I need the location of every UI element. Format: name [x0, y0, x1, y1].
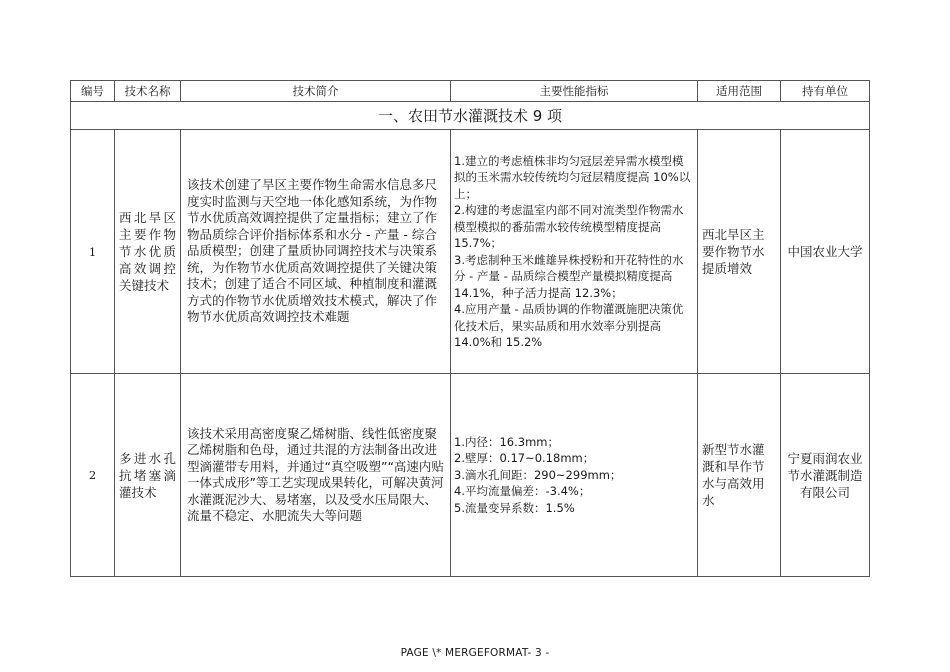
indicator-item: 4.平均流量偏差：-3.4%； — [454, 484, 591, 499]
header-tech-intro: 技术简介 — [181, 81, 451, 102]
technology-table — [70, 80, 870, 577]
section-row — [71, 102, 870, 130]
application-scope: 西北旱区主要作物节水提质增效 — [698, 130, 781, 374]
tech-intro: 该技术采用高密度聚乙烯树脂、线性低密度聚乙烯树脂和色母，通过共混的方法制备出改进型滴灌带专用料，并通过“真空吸塑”“高速内贴一体式成形”等工艺实现成果转化，可解决黄河水灌溉泥沙大、易堵塞，以及受水压局限大、流量不稳定、水肥流失大等问题 — [181, 374, 451, 577]
header-scope: 适用范围 — [698, 81, 781, 102]
indicator-item: 3.考虑制种玉米雌雄异株授粉和开花特性的水分 - 产量 - 品质综合模型产量模拟精度提高 14.1%，种子活力提高 12.3%； — [454, 252, 684, 300]
tech-name: 西北旱区主要作物节水优质高效调控关键技术 — [115, 130, 181, 374]
tech-intro: 该技术创建了旱区主要作物生命需水信息多尺度实时监测与天空地一体化感知系统，为作物节水优质高效调控提供了定量指标；建立了作物品质综合评价指标体系和水分 - 产量 - 综合品质模型；创建了量质协同调控技术与决策系统，为作物节水优质高效调控提供了关键决策技术；创建了适合不同区域、种植制度和灌溉方式的作物节水优质增效技术模式，解决了作物节水优质高效调控技术难题 — [181, 130, 451, 374]
indicator-item: 5.流量变异系数：1.5% — [454, 500, 575, 515]
indicator-item: 2.构建的考虑温室内部不同对流类型作物需水模型模拟的番茄需水较传统模型精度提高 15.7%； — [454, 203, 684, 250]
holder-unit: 宁夏雨润农业节水灌溉制造有限公司 — [781, 374, 870, 577]
indicator-item: 4.应用产量 - 品质协调的作物灌溉施肥决策优化技术后，果实品质和用水效率分别提高 14.0%和 15.2% — [454, 302, 684, 349]
tech-name: 多进水孔抗堵塞滴灌技术 — [115, 374, 181, 577]
header-row — [71, 81, 870, 102]
header-number: 编号 — [71, 81, 115, 102]
page-footer: PAGE \* MERGEFORMAT- 3 - — [400, 647, 550, 659]
performance-indicators — [451, 130, 698, 374]
table-row — [71, 130, 870, 374]
section-title: 一、农田节水灌溉技术 9 项 — [71, 102, 870, 130]
indicator-item: 2.壁厚：0.17~0.18mm； — [454, 451, 595, 466]
indicator-item: 3.滴水孔间距：290~299mm； — [454, 467, 622, 482]
performance-indicators — [451, 374, 698, 577]
row-number: 2 — [71, 374, 115, 577]
indicator-item: 1.内径：16.3mm； — [454, 434, 559, 449]
header-holder: 持有单位 — [781, 81, 870, 102]
row-number: 1 — [71, 130, 115, 374]
table-row — [71, 374, 870, 577]
header-indicators: 主要性能指标 — [451, 81, 698, 102]
header-tech-name: 技术名称 — [115, 81, 181, 102]
indicator-item: 1.建立的考虑植株非均匀冠层差异需水模型模拟的玉米需水较传统均匀冠层精度提高 10%以上； — [454, 153, 691, 201]
holder-unit: 中国农业大学 — [781, 130, 870, 374]
application-scope: 新型节水灌溉和旱作节水与高效用水 — [698, 374, 781, 577]
